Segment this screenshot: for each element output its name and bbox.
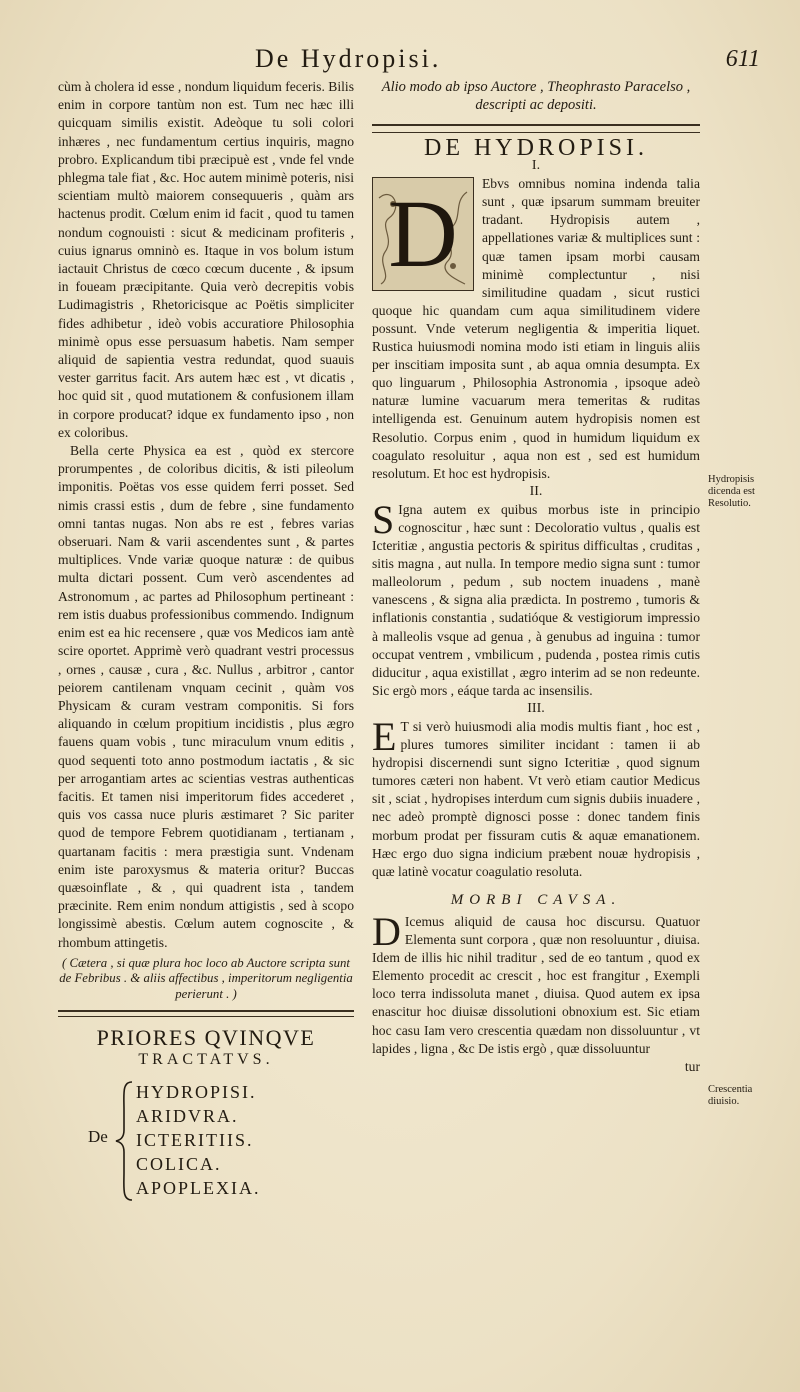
tractatus-item: HYDROPISI. (136, 1081, 257, 1102)
left-paragraph-2: Bella certe Physica ea est , quòd ex stercore prorumpentes , de coloribus dicitis, & isti pileolum imponitis. Poëtas vos esse quidem ferri posset. Sed nimis crassi estis , dum de febre , sine fundamento omni tantas nugas. Non abs re est , febres varias obseruari. Nam & varii ascendentes sunt , & partes multiplices. Vnde variæ quoque naturæ : de quibus multa dictari possent. Cum verò ascendentes ad Astronomum , ac partes ad Philosophum pertineant : rem istis duabus professionibus commendo. Indignum enim est ea hic recensere , quæ vos Medicos iam antè scire oportet. Apprimè verò quadrant vestri processus , ornes , causæ , cura , &c. Nullus , arbitror , cantor peiorem cantilenam vnquam cecinit , quàm vos Physicam & curam vestram componitis. Si fors aliquando in cœlum propitium incidistis , plus ægro fauens quam vobis , tunc miraculum vnum editis , quod sequenti toto anno postmodum iactatis , & sic per arrogantiam artes ac scientias vestras authenticas facitis. Et tamen nisi imperitorum fides accederet , quis vos cassa nuce pluris æstimaret ? Sic pariter quod de tempore Febrem quotidianam , tertianam , quartanam facitis : mera præstigia sunt. Vndenam enim iste paroxysmus & materia oritur? Buccas quæsoinflate , & , qui quadrent ista , tandem præcinite. Rem enim nondum attigistis , sed à scopo longissimè abestis. Cœlum autem cognoscite , & rhombum attingetis. (58, 443, 354, 950)
section-3-initial: E (372, 714, 397, 759)
section-3-text: T si verò huiusmodi alia modis multis fiant , hoc est , plures tumores similiter incidant : tamen ii ab hydropisi discernendi sunt signo Icteritiæ , quod signum tumores cæteri non habent. Vt verò etiam cautior Medicus sit , sciat , hydropises interdum cum signis dubiis inuadere , nec adeò promptè dignosci posse : donec tandem finis morbum prodat per fissuram cutis & aquæ emanationem. Hæc ergo duo signa indicium præbent nouæ hydropisis , quæ latinè vocatur coagulatio resoluta. (372, 719, 700, 879)
section-2-initial: S (372, 496, 395, 542)
section-4-initial: D (372, 908, 401, 954)
right-intro: Alio modo ab ipso Auctore , Theophrasto Paracelso , descripti ac depositi. (381, 79, 691, 113)
section-1-text: Ebvs omnibus nomina indenda talia sunt , quæ ipsarum summam breuiter tradant. Hydropisis autem , appellationes variæ & multiplices sunt : quæ tamen ipsam morbi causam minimè complectuntur , nisi similitudine quadam , sicut rustici quoque hic quandam cum aqua similitudinem videre possunt. Vnde veterum negligentia & imperitia liquet. Rustica huiusmodi nomina modo isti etiam in linguis aliis per inscitiam imposita sunt , ab aqua omnia desumpta. Ex quo linguarum , Philosophia Astronomia , ipsoque adeò naturæ lumine vacuarum mera temeritas & ruditas intelligenda est. Genuinum autem hydropisis nomen est Resolutio. Corpus enim , quod in humidum liquidum ex coagulato resoluitur , aqua non est , sed est humidum resolutum. Et hoc est hydropisis. (372, 176, 700, 481)
tractatus-item: ICTERITIIS. (136, 1129, 254, 1150)
section-numeral-1: I. (531, 158, 541, 174)
section-numeral-2: II. (529, 483, 543, 499)
margin-note-resolutio: Hydropisis dicenda est Resolutio. (708, 474, 755, 509)
de-label: De (88, 1126, 108, 1146)
tractatus-subheading: TRACTATVS. (138, 1051, 274, 1069)
decorated-initial (372, 177, 474, 291)
section-numeral-3: III. (527, 700, 545, 716)
section-2-text: Igna autem ex quibus morbus iste in principio cognoscitur , hæc sunt : Decoloratio vultus , qualis est Icteritiæ , angustia pectoris & spiritus difficultas , cruditas , sitis magna , aut nulla. In tempore medio signa sunt : tumor malleolorum , pedum , sub noctem inuadens , manè vanescens , & signa alia prædicta. In postremo , tumoris & inflationis constantia , sudatióque & vestigiorum impressio à malleolis vsque ad genua , à genubus ad inguina : tumor occupat ventrem , vmbilicum , pudenda , postea rimis cutis diducitur , aqua existillat , ægro interim ad se non redeunte. Sic ergò mors , eáque tarda ac insensilis. (372, 501, 700, 698)
right-column (372, 78, 700, 1076)
morbi-causa-heading: MORBI CAVSA. (450, 891, 622, 908)
margin-note-crescentia: Crescentia diuisio. (708, 1084, 753, 1107)
divider-rule (58, 1010, 354, 1012)
tractatus-item: APOPLEXIA. (136, 1177, 261, 1198)
catchword: tur (684, 1058, 700, 1074)
tractatus-heading: PRIORES QVINQVE (96, 1025, 316, 1051)
page-number: 611 (725, 46, 760, 72)
left-column (58, 78, 354, 1204)
section-4 (372, 908, 700, 1058)
divider-subrule (58, 1016, 354, 1017)
section-3 (372, 714, 700, 881)
tractatus-list-block (58, 1080, 354, 1204)
right-divider-subrule (372, 132, 700, 133)
tractatus-item: COLICA. (136, 1153, 222, 1174)
dropcap-letter: D (388, 180, 458, 288)
section-title: DE HYDROPISI. (423, 135, 648, 161)
section-1 (372, 175, 700, 483)
tractatus-item: ARIDVRA. (136, 1105, 239, 1126)
right-divider-rule (372, 124, 700, 126)
section-2 (372, 496, 700, 700)
tractatus-list (136, 1080, 261, 1200)
editor-note: ( Cætera , si quæ plura hoc loco ab Auctore scripta sunt de Febribus . & aliis affectibus , imperitorum negligentia perierunt . ) (59, 955, 353, 1001)
running-title: De Hydropisi. (255, 44, 442, 73)
left-paragraph-1: cùm à cholera id esse , nondum liquidum feceris. Bilis enim in corpore tantùm non est. Tum nec hæc illi quicquam similis existit. Adeòque tu soli colori inhæres , nec fundamentum certius inquiris, magno probro. Explicandum tibi præcipuè est , vnde fel vnde phlegma tale fiat , &c. Hoc autem minimè poteris, nisi scientiam multò maiorem consequueris , quàm ars hactenus prodit. Cœlum enim id facit , quod tu tamen nondum cognouisti : sicut & medicinam profiteris , cuius ignarus omninò es. Itaque in vos bolum istum iactauit Christus de cœco cœcum ducente , & ipsum in foueam præcipitante. Quia verò decrepitis vobis Ludimagistris , Rhetoricisque ac Poëtis simpliciter fides adhibetur , ideò vobis accuratiore Philosophia minimè opus esse persuasum habetis. Nam semper aliquid de sapientia vestra redundat, quod suauis vester garritus facit. Ars autem hæc est , vt dicatis , hoc quid sit , quod mutationem & confusionem illam in corpore producat? idque ex fundamento ipso , non ex coloribus. (58, 79, 354, 440)
section-4-text: Icemus aliquid de causa hoc discursu. Quatuor Elementa sunt corpora , quæ non resoluuntur , diuisa. Idem de illis hic nihil traditur , sed de eo tantum , quod ex Elemento procedit ac crescit , hoc est frangitur , Exempli loco terra indissoluta manet , diuisa. Quod autem ex ipsa enascitur hoc diuisæ dissolutioni obnoxium est. Sic etiam hoc casu Iam vero crescentia quædam non dissoluuntur , vt lapides , ligna , &c De istis ergò , quæ dissoluuntur (372, 913, 700, 1056)
curly-brace-icon (114, 1080, 134, 1202)
